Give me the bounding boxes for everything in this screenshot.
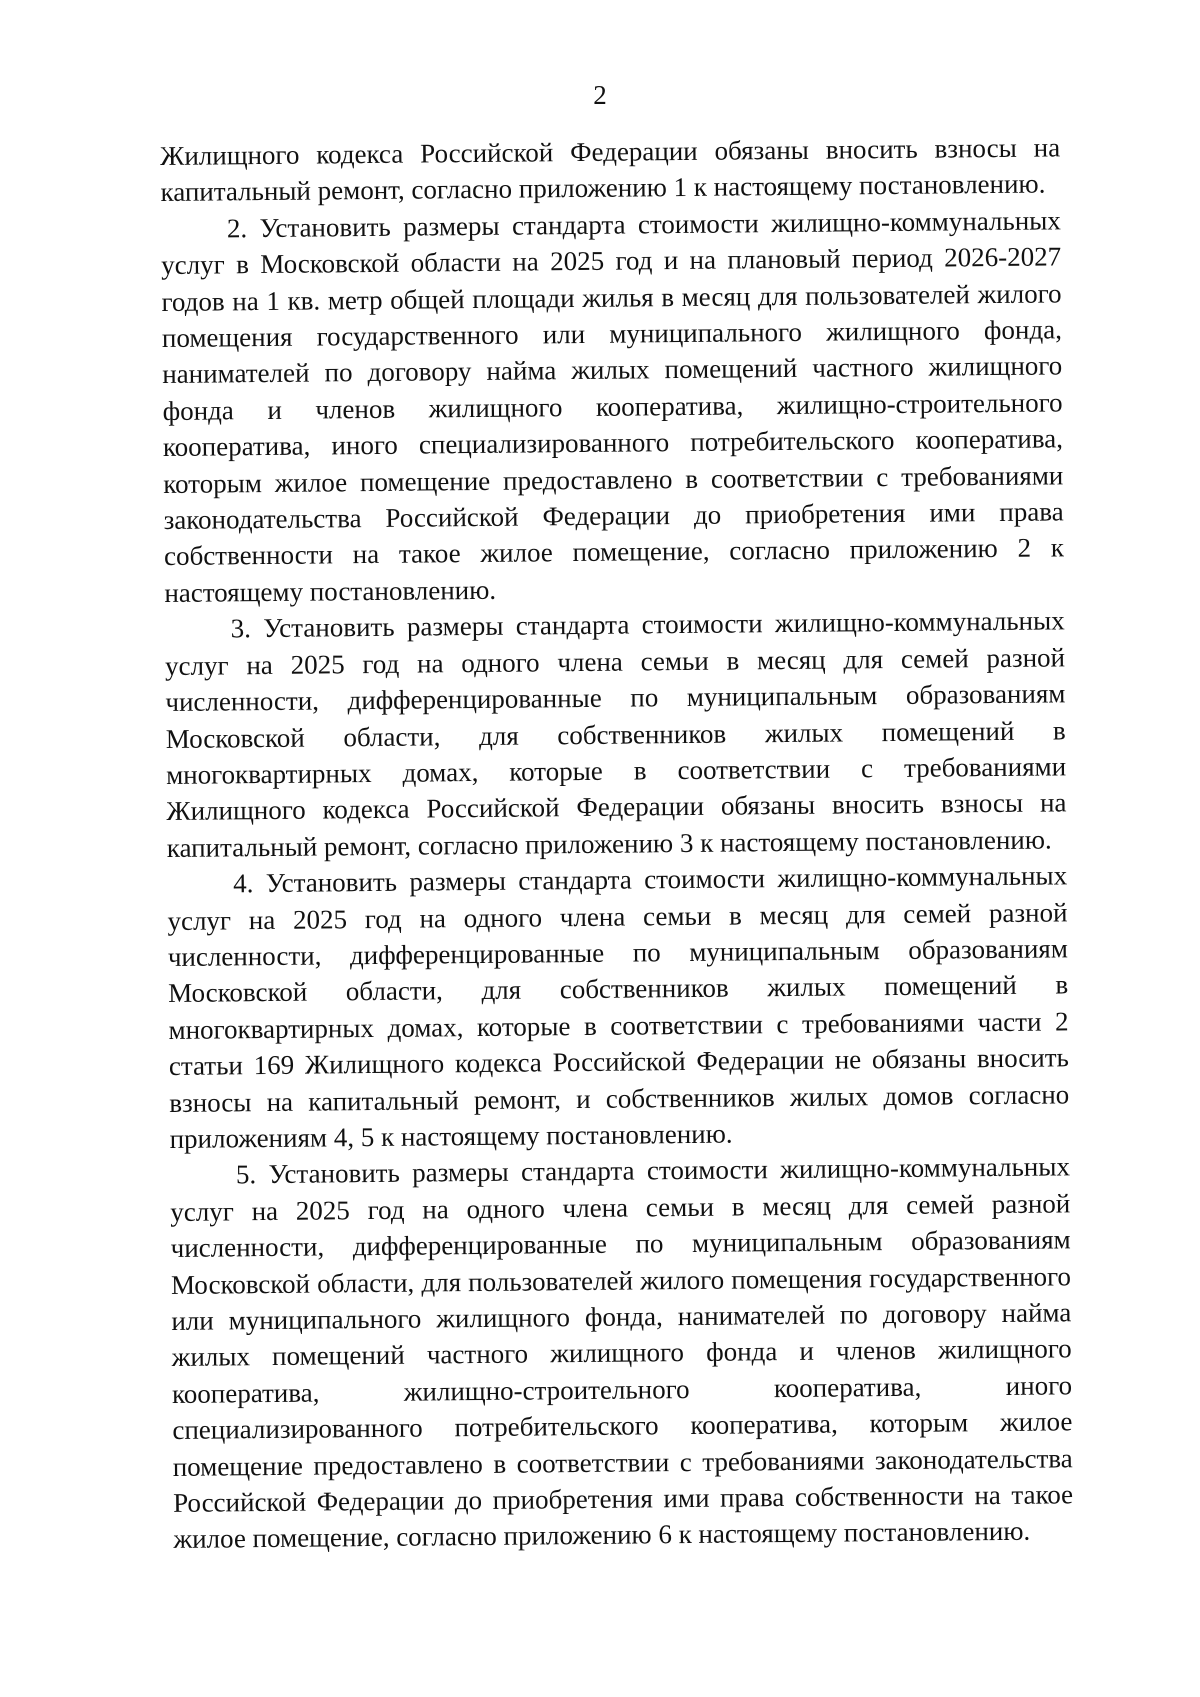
paragraph-item-2: 2. Установить размеры стандарта стоимости жилищно-коммунальных услуг в Московской области на 2025 год и на плановый период 2026-2027 годов на 1 кв. метр общей площади жилья в месяц для пользователей жилого помещения государственного или муниципального жилищного фонда, нанимателей по договору найма жилых помещений частного жилищного фонда и членов жилищного кооператива, жилищно-строительного кооператива, иного специализированного потребительского кооператива, которым жилое помещение предоставлено в соответствии с требованиями законодательства Российской Федерации до приобретения ими права собственности на такое жилое помещение, согласно приложению 2 к настоящему постановлению. [161,205,1065,608]
document-body [160,129,1074,1557]
paragraph-item-5: 5. Установить размеры стандарта стоимости жилищно-коммунальных услуг на 2025 год на одного члена семьи в месяц для семей разной численности, дифференцированные по муниципальным образованиям Московской области, для пользователей жилого помещения государственного или муниципального жилищного фонда, нанимателей по договору найма жилых помещений частного жилищного фонда и членов жилищного кооператива, жилищно-строительного кооператива, иного специализированного потребительского кооператива, которым жилое помещение предоставлено в соответствии с требованиями законодательства Российской Федерации до приобретения ими права собственности на такое жилое помещение, согласно приложению 6 к настоящему постановлению. [170,1151,1074,1555]
paragraph-item-3: 3. Установить размеры стандарта стоимости жилищно-коммунальных услуг на 2025 год на одного члена семьи в месяц для семей разной численности, дифференцированные по муниципальным образованиям Московской области, для собственников жилых помещений в многоквартирных домах, которые в соответствии с требованиями Жилищного кодекса Российской Федерации обязаны вносить взносы на капитальный ремонт, согласно приложению 3 к настоящему постановлению. [164,605,1067,863]
paragraph-item-4: 4. Установить размеры стандарта стоимости жилищно-коммунальных услуг на 2025 год на одного члена семьи в месяц для семей разной численности, дифференцированные по муниципальным образованиям Московской области, для собственников жилых помещений в многоквартирных домах, которые в соответствии с требованиями части 2 статьи 169 Жилищного кодекса Российской Федерации не обязаны вносить взносы на капитальный ремонт, и собственников жилых домов согласно приложениям 4, 5 к настоящему постановлению. [167,860,1070,1154]
page-number: 2 [593,80,607,110]
paragraph-continuation: Жилищного кодекса Российской Федерации обязаны вносить взносы на капитальный ремонт, согласно приложению 1 к настоящему постановлению. [160,132,1061,208]
